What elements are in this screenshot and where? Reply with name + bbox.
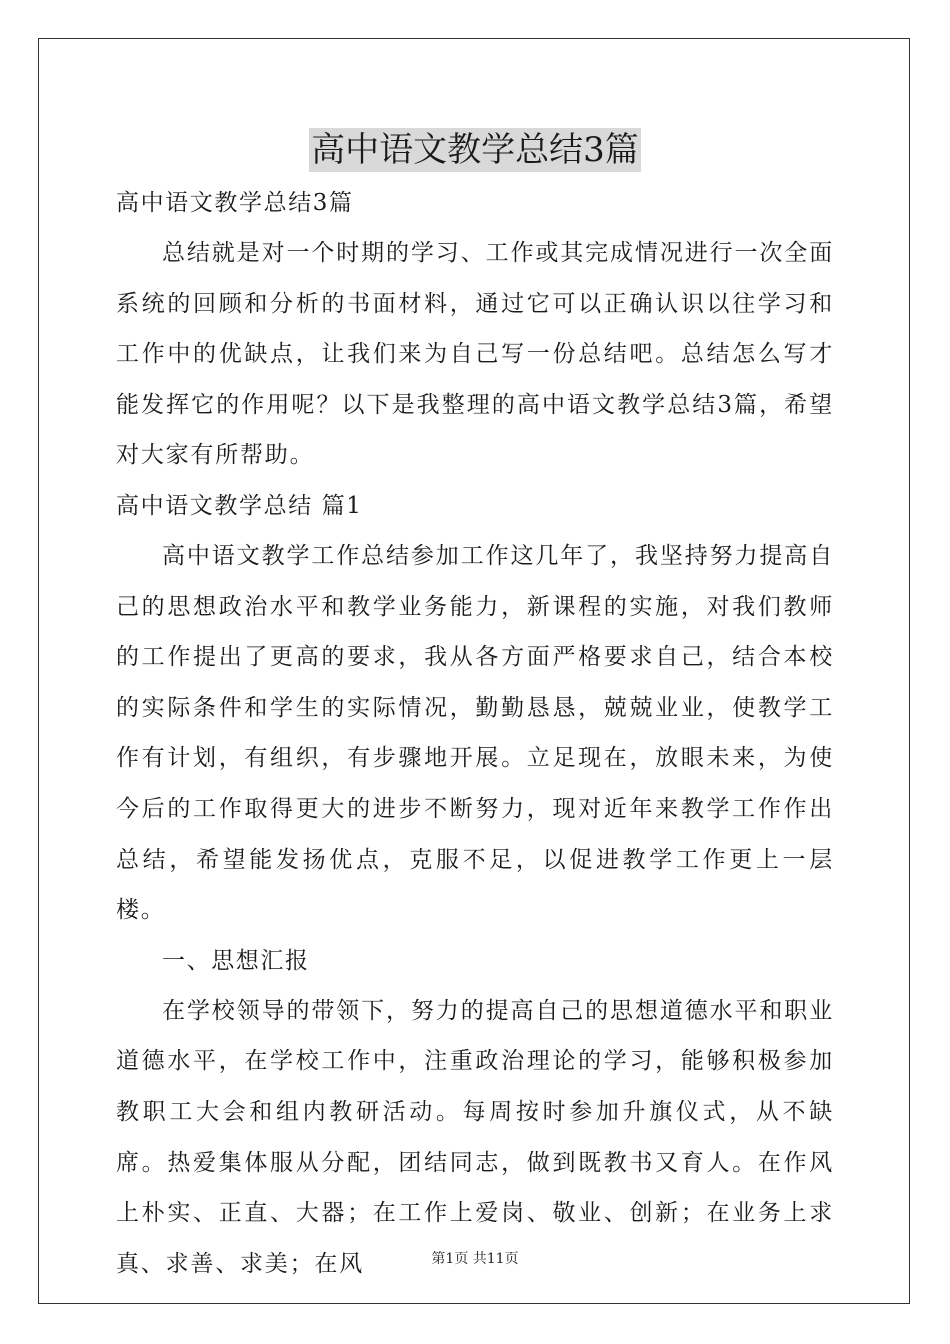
document-body xyxy=(116,178,834,1289)
section-heading: 高中语文教学总结 篇1 xyxy=(116,492,363,519)
page-footer: 第1页 共11页 xyxy=(431,1251,519,1267)
intro-paragraph: 总结就是对一个时期的学习、工作或其完成情况进行一次全面系统的回顾和分析的书面材料，通过它可以正确认识以往学习和工作中的优缺点，让我们来为自己写一份总结吧。总结怎么写才能发挥它的作用呢？以下是我整理的高中语文教学总结3篇，希望对大家有所帮助。 xyxy=(116,240,834,469)
body-paragraph: 在学校领导的带领下，努力的提高自己的思想道德水平和职业道德水平，在学校工作中，注重政治理论的学习，能够积极参加教职工大会和组内教研活动。每周按时参加升旗仪式，从不缺席。热爱集体服从分配，团结同志，做到既教书又育人。在作风上朴实、正直、大器；在工作上爱岗、敬业、创新；在业务上求真、求善、求美；在风 xyxy=(116,997,834,1277)
title-container xyxy=(0,128,950,172)
subheading: 一、思想汇报 xyxy=(162,947,310,974)
subtitle-line: 高中语文教学总结3篇 xyxy=(116,190,354,216)
body-paragraph: 高中语文教学工作总结参加工作这几年了，我坚持努力提高自己的思想政治水平和教学业务能力，新课程的实施，对我们教师的工作提出了更高的要求，我从各方面严格要求自己，结合本校的实际条件和学生的实际情况，勤勤恳恳，兢兢业业，使教学工作有计划，有组织，有步骤地开展。立足现在，放眼未来，为使今后的工作取得更大的进步不断努力，现对近年来教学工作作出总结，希望能发扬优点，克服不足，以促进教学工作更上一层楼。 xyxy=(116,542,834,924)
document-title: 高中语文教学总结3篇 xyxy=(311,130,639,170)
